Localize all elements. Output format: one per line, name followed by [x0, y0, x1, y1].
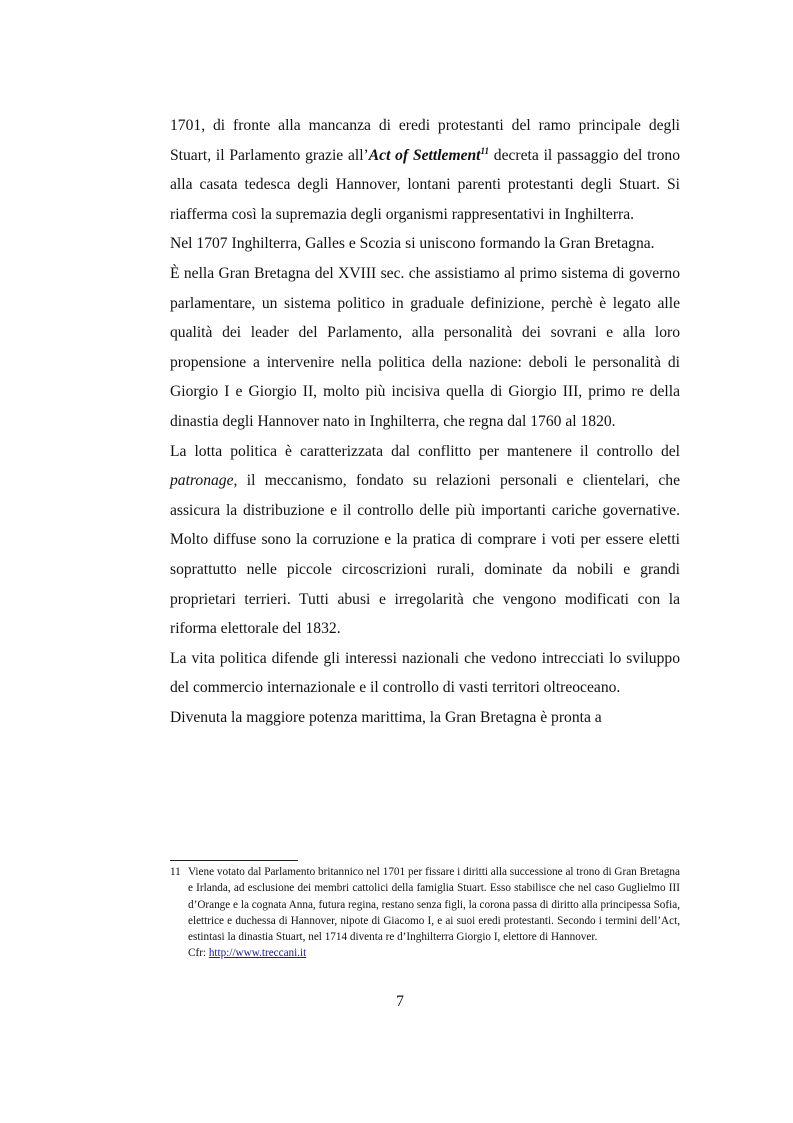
paragraph: La lotta politica è caratterizzata dal conflitto per mantenere il controllo del patronage, il meccanismo, fondato su relazioni personali e clientelari, che assicura la distribuzione e il controllo delle più importanti cariche governative. Molto diffuse sono la corruzione e la pratica di comprare i voti per essere eletti soprattutto nelle piccole circoscrizioni rurali, dominate da nobili e grandi proprietari terrieri. Tutti abusi e irregolarità che vengono modificati con la riforma elettorale del 1832.: [170, 442, 680, 638]
footnote-separator: [170, 860, 298, 861]
patronage-emphasis: patronage,: [170, 472, 238, 490]
footnote-text: Viene votato dal Parlamento britannico nel 1701 per fissare i diritti alla successione al trono di Gran Bretagna e Irlanda, ad esclusione dei membri cattolici della famiglia Stuart. Esso stabilisce che nel caso Guglielmo III d’Orange e la cognata Anna, futura regina, restano senza figli, la corona passa di diritto alla principessa Sofia, elettrice e duchessa di Hannover, nipote di Giacomo I, e ai suoi eredi protestanti. Secondo i termini dell’Act, estintasi la dinastia Stuart, nel 1714 diventa re d’Inghilterra Giorgio I, elettore di Hannover.: [188, 866, 680, 944]
paragraph: Nel 1707 Inghilterra, Galles e Scozia si uniscono formando la Gran Bretagna.: [170, 235, 655, 253]
treccani-link[interactable]: http://www.treccani.it: [208, 947, 307, 960]
body-text: [170, 111, 680, 732]
footnote: [170, 864, 680, 962]
act-of-settlement-emphasis: Act of Settlement: [368, 146, 481, 164]
page-number: 7: [396, 993, 404, 1010]
footnote-number: 11: [170, 866, 181, 878]
paragraph: La vita politica difende gli interessi nazionali che vedono intrecciati lo sviluppo del commercio internazionale e il controllo di vasti territori oltreoceano.: [170, 649, 680, 697]
paragraph: 1701, di fronte alla mancanza di eredi protestanti del ramo principale degli Stuart, il Parlamento grazie all’Act of Settlement$^{11}$ decreta il passaggio del trono alla casata tedesca degli Hannover, lontani parenti protestanti degli Stuart. Si riafferma così la supremazia degli organismi rappresentativi in Inghilterra.: [170, 117, 680, 223]
paragraph: Divenuta la maggiore potenza marittima, la Gran Bretagna è pronta a: [170, 708, 602, 726]
paragraph: È nella Gran Bretagna del XVIII sec. che assistiamo al primo sistema di governo parlamentare, un sistema politico in graduale definizione, perchè è legato alle qualità dei leader del Parlamento, alla personalità dei sovrani e alla loro propensione a intervenire nella politica della nazione: deboli le personalità di Giorgio I e Giorgio II, molto più incisiva quella di Giorgio III, primo re della dinastia degli Hannover nato in Inghilterra, che regna dal 1760 al 1820.: [170, 264, 680, 430]
footnote-cfr-label: Cfr:: [188, 947, 207, 960]
footnote-body: [188, 864, 680, 962]
footnote-reference[interactable]: 11: [480, 145, 490, 156]
